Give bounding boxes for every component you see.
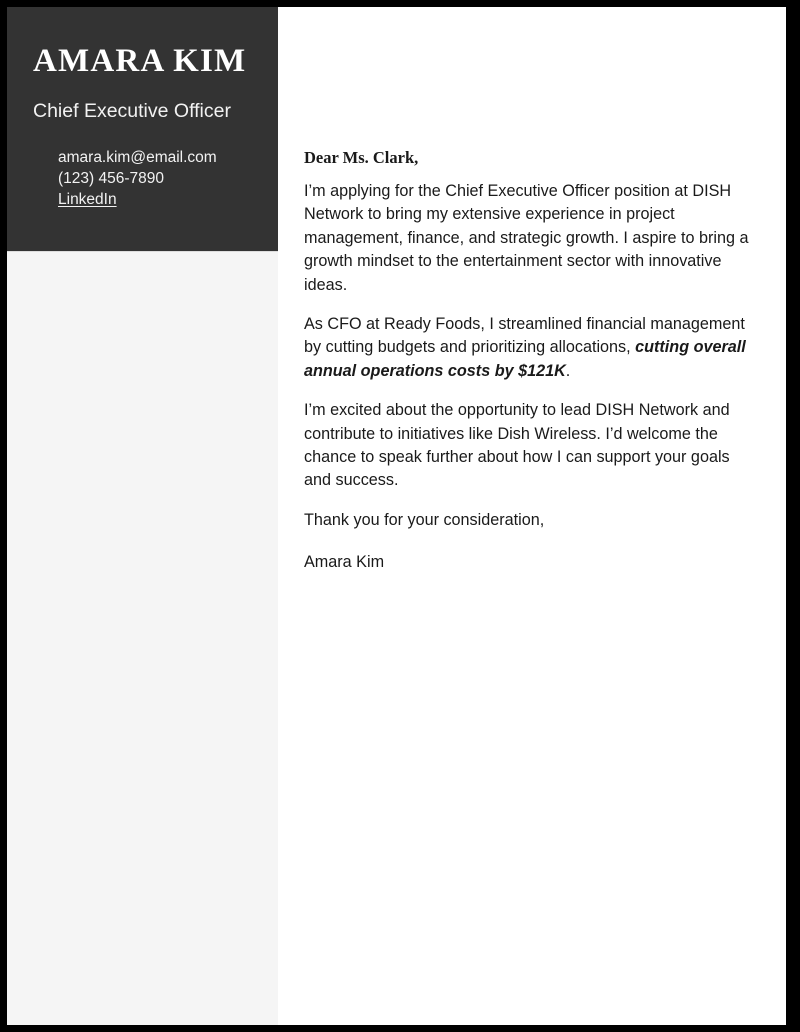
contact-phone: (123) 456-7890 — [58, 170, 164, 187]
contact-link-item[interactable] — [58, 189, 217, 210]
salutation: Dear Ms. Clark, — [304, 148, 419, 167]
emphasized-text: cutting overall annual operations costs by $121K — [304, 338, 746, 380]
letter-paragraphs — [304, 180, 751, 591]
paragraph-intro — [304, 180, 751, 297]
paragraph-text: Thank you for your consideration, — [304, 510, 545, 529]
contact-phone-item — [58, 168, 217, 189]
letter-body — [304, 7, 756, 1025]
contact-list — [58, 147, 217, 210]
paragraph-thanks — [304, 509, 751, 532]
contact-email: amara.kim@email.com — [58, 149, 217, 166]
cover-letter-page — [7, 7, 786, 1025]
sidebar-header-block — [7, 7, 278, 252]
sidebar — [7, 7, 278, 1025]
linkedin-link[interactable]: LinkedIn — [58, 191, 117, 208]
candidate-name: AMARA KIM — [33, 43, 247, 79]
paragraph-text: . — [565, 361, 571, 380]
candidate-job-title: Chief Executive Officer — [33, 100, 231, 122]
paragraph-closing — [304, 399, 751, 493]
paragraph-text: I’m excited about the opportunity to lead DISH Network and contribute to initiatives like Dish Wireless. I’d welcome the chance to speak further about how I can support your goals and success. — [304, 401, 730, 490]
paragraph-text: As CFO at Ready Foods, I streamlined financial management by cutting budgets and prioritizing allocations, — [304, 315, 745, 357]
signature-name: Amara Kim — [304, 553, 385, 572]
contact-email-item — [58, 147, 217, 168]
paragraph-experience — [304, 313, 751, 383]
paragraph-text: I’m applying for the Chief Executive Officer position at DISH Network to bring my extensive experience in project management, finance, and strategic growth. I aspire to bring a growth mindset to the entertainment sector with innovative ideas. — [304, 182, 749, 294]
